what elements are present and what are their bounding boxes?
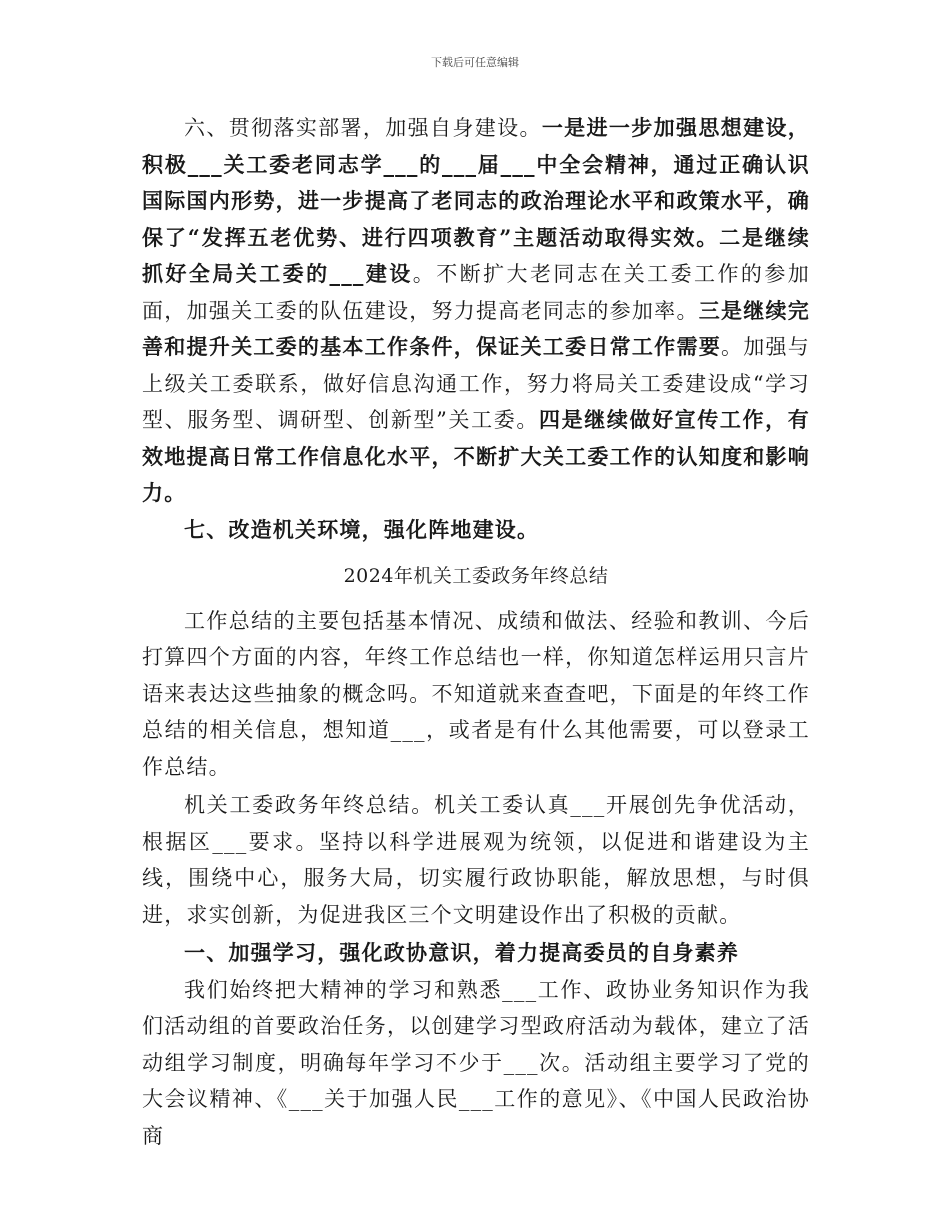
study-paragraph: 我们始终把大精神的学习和熟悉___工作、政协业务知识作为我们活动组的首要政治任务，以创建学习型政府活动为载体，建立了活动组学习制度，明确每年学习不少于___次。活动组主要学习了党的大会议精神、《___关于加强人民___工作的意见》、《中国人民政治协商 bbox=[142, 977, 810, 1148]
summary-paragraph: 机关工委政务年终总结。机关工委认真___开展创先争优活动，根据区___要求。坚持以科学进展观为统领，以促进和谐建设为主线，围绕中心，服务大局，切实履行政协职能，解放思想，与时俱进，求实创新，为促进我区三个文明建设作出了积极的贡献。 bbox=[142, 793, 810, 927]
section-6-lead: 六、贯彻落实部署，加强自身建设。 bbox=[184, 116, 542, 140]
intro-paragraph: 工作总结的主要包括基本情况、成绩和做法、经验和教训、今后打算四个方面的内容，年终工作总结也一样，你知道怎样运用只言片语来表达这些抽象的概念吗。不知道就来查查吧，下面是的年终工作总结的相关信息，想知道___，或者是有什么其他需要，可以登录工作总结。 bbox=[142, 608, 810, 779]
point-2-heading: 二是继续抓好全局关工委的___建设 bbox=[142, 224, 810, 286]
section-7-heading: 七、改造机关环境，强化阵地建设。 bbox=[184, 516, 540, 542]
page-header: 下载后可任意编辑 bbox=[431, 56, 519, 69]
document-title: 2024年机关工委政务年终总结 bbox=[343, 565, 609, 587]
point-4: 四是继续做好宣传工作，有效地提高日常工作信息化水平，不断扩大关工委工作的认知度和影响力。 bbox=[142, 407, 810, 505]
point-3-heading: 三是继续完善和提升关工委的基本工作条件，保证关工委日常工作需要 bbox=[142, 297, 811, 359]
point-3-text: 。加强与上级关工委联系，做好信息沟通工作，努力将局关工委建设成“学习型、服务型、调研型、创新型”关工委。 bbox=[142, 335, 810, 432]
point-2-text: 。不断扩大老同志在关工委工作的参加面，加强关工委的队伍建设，努力提高老同志的参加率。 bbox=[142, 262, 810, 323]
heading-1: 一、加强学习，强化政协意识，着力提高委员的自身素养 bbox=[184, 940, 739, 965]
section-6-paragraph bbox=[142, 110, 810, 512]
point-1: 一是进一步加强思想建设，积极___关工委老同志学___的___届___中全会精神，通过正确认识国际国内形势，进一步提高了老同志的政治理论水平和政策水平，确保了“发挥五老优势、进行四项教育”主题活动取得实效。 bbox=[142, 115, 811, 250]
document-body bbox=[142, 110, 810, 1154]
